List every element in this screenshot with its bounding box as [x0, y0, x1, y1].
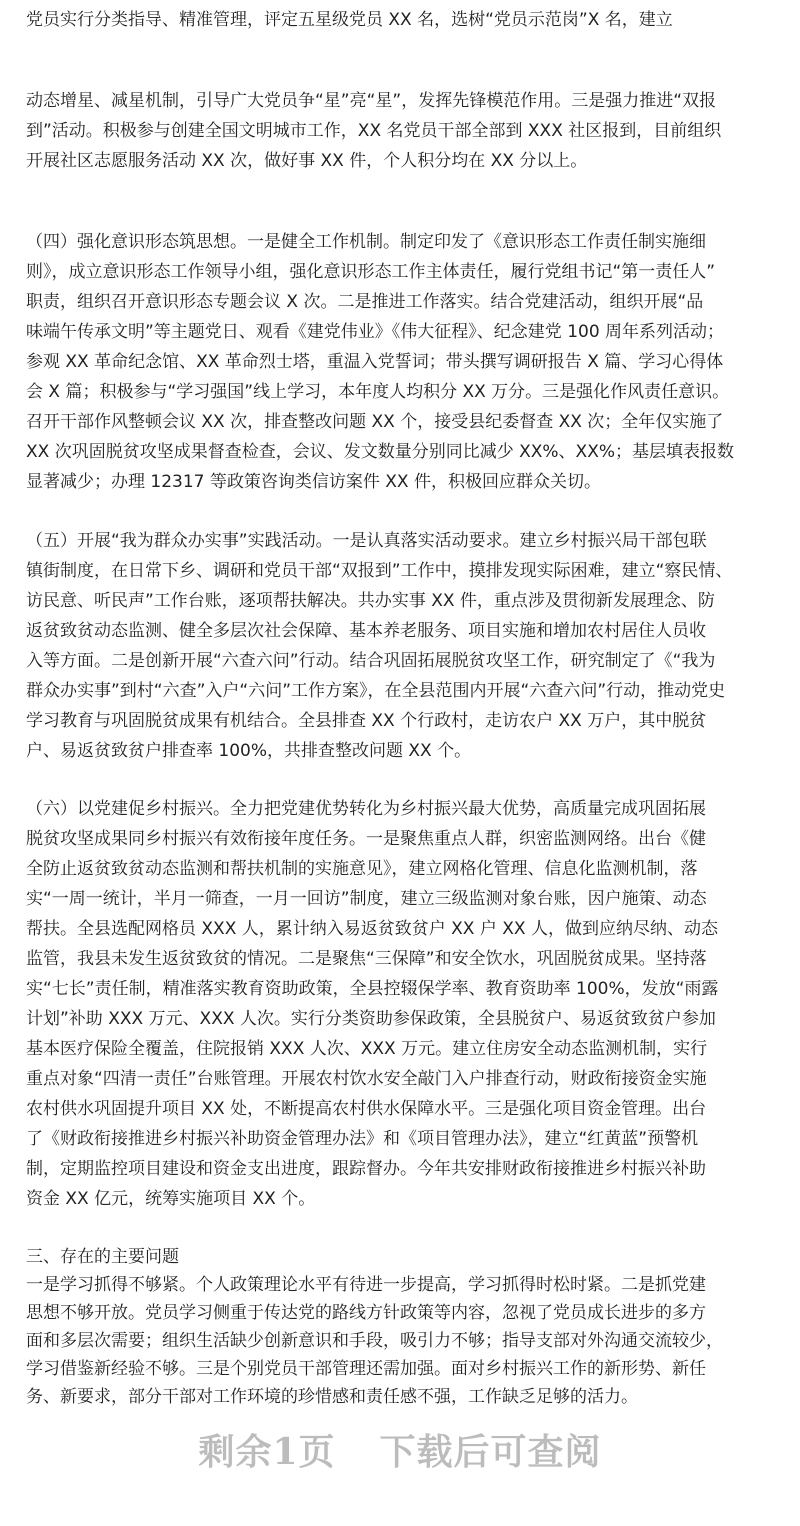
- paragraph-line: 学习教育与巩固脱贫成果有机结合。全县排查 XX 个行政村，走访农户 XX 万户，其中脱贫: [26, 711, 707, 731]
- paragraph-line: 实“一周一统计，半月一筛查，一月一回访”制度，建立三级监测对象台账，因户施策、动态: [26, 889, 707, 909]
- paragraph-line: 显著减少；办理 12317 等政策咨询类信访案件 XX 件，积极回应群众关切。: [26, 472, 601, 492]
- paragraph-line: 计划”补助 XXX 万元、XXX 人次。实行分类资助参保政策，全县脱贫户、易返贫致贫户参加: [26, 1009, 716, 1029]
- paragraph-line: XX 次巩固脱贫攻坚成果督查检查，会议、发文数量分别同比减少 XX%、XX%；基层填表报数: [26, 442, 734, 462]
- download-prompt-banner[interactable]: [0, 1424, 800, 1480]
- paragraph-line: 会 X 篇；积极参与“学习强国”线上学习，本年度人均积分 XX 万分。三是强化作风责任意识。: [26, 382, 730, 402]
- paragraph-line: 返贫致贫动态监测、健全多层次社会保障、基本养老服务、项目实施和增加农村居住人员收: [26, 621, 706, 641]
- paragraph-line: 面和多层次需要；组织生活缺少创新意识和手段，吸引力不够；指导支部对外沟通交流较少，: [26, 1331, 723, 1351]
- paragraph-line: 党员实行分类指导、精准管理，评定五星级党员 XX 名，选树“党员示范岗”X 名，建立: [26, 10, 673, 30]
- paragraph-line: 职责，组织召开意识形态专题会议 X 次。二是推进工作落实。结合党建活动，组织开展“品: [26, 292, 704, 312]
- paragraph-line: 资金 XX 亿元，统筹实施项目 XX 个。: [26, 1189, 316, 1209]
- paragraph-line: 学习借鉴新经验不够。三是个别党员干部管理还需加强。面对乡村振兴工作的新形势、新任: [26, 1359, 706, 1379]
- paragraph-line: 访民意、听民声”工作台账，逐项帮扶解决。共办实事 XX 件，重点涉及贯彻新发展理念、防: [26, 591, 715, 611]
- paragraph-line: 入等方面。二是创新开展“六查六问”行动。结合巩固拓展脱贫攻坚工作，研究制定了《“我为: [26, 651, 716, 671]
- paragraph-line: 思想不够开放。党员学习侧重于传达党的路线方针政策等内容，忽视了党员成长进步的多方: [26, 1303, 706, 1323]
- paragraph-line: 制，定期监控项目建设和资金支出进度，跟踪督办。今年共安排财政衔接推进乡村振兴补助: [26, 1159, 706, 1179]
- remaining-pages-label: 剩余1页: [198, 1431, 336, 1473]
- paragraph-line: 户、易返贫致贫户排查率 100%，共排查整改问题 XX 个。: [26, 741, 472, 761]
- paragraph-line: 味端午传承文明”等主题党日、观看《建党伟业》《伟大征程》、纪念建党 100 周年系列活动；: [26, 322, 725, 342]
- paragraph-line: （五）开展“我为群众办实事”实践活动。一是认真落实活动要求。建立乡村振兴局干部包联: [26, 531, 707, 551]
- download-to-view-label: 下载后可查阅: [379, 1431, 602, 1473]
- paragraph-line: 一是学习抓得不够紧。个人政策理论水平有待进一步提高，学习抓得时松时紧。二是抓党建: [26, 1275, 706, 1295]
- paragraph-line: 了《财政衔接推进乡村振兴补助资金管理办法》和《项目管理办法》，建立“红黄蓝”预警机: [26, 1129, 699, 1149]
- paragraph-line: 全防止返贫致贫动态监测和帮扶机制的实施意见》，建立网格化管理、信息化监测机制，落: [26, 859, 698, 879]
- paragraph-line: 监管，我县未发生返贫致贫的情况。二是聚焦“三保障”和安全饮水，巩固脱贫成果。坚持落: [26, 949, 707, 969]
- paragraph-line: 脱贫攻坚成果同乡村振兴有效衔接年度任务。一是聚焦重点人群，织密监测网络。出台《健: [26, 829, 706, 849]
- paragraph-line: （四）强化意识形态筑思想。一是健全工作机制。制定印发了《意识形态工作责任制实施细: [26, 232, 706, 252]
- section-heading: 三、存在的主要问题: [26, 1247, 179, 1267]
- paragraph-line: 到”活动。积极参与创建全国文明城市工作，XX 名党员干部全部到 XXX 社区报到，目前组织: [26, 121, 722, 141]
- paragraph-line: 开展社区志愿服务活动 XX 次，做好事 XX 件，个人积分均在 XX 分以上。: [26, 151, 588, 171]
- paragraph-line: （六）以党建促乡村振兴。全力把党建优势转化为乡村振兴最大优势，高质量完成巩固拓展: [26, 799, 706, 819]
- paragraph-line: 实“七长”责任制，精准落实教育资助政策，全县控辍保学率、教育资助率 100%，发放“雨露: [26, 979, 719, 999]
- paragraph-line: 基本医疗保险全覆盖，住院报销 XXX 人次、XXX 万元。建立住房安全动态监测机制，实行: [26, 1039, 708, 1059]
- paragraph-line: 重点对象“四清一责任”台账管理。开展农村饮水安全敲门入户排查行动，财政衔接资金实施: [26, 1069, 707, 1089]
- paragraph-line: 帮扶。全县选配网格员 XXX 人，累计纳入易返贫致贫户 XX 户 XX 人，做到应纳尽纳、动态: [26, 919, 718, 939]
- paragraph-line: 群众办实事”到村“六查”入户“六问”工作方案》，在全县范围内开展“六查六问”行动，推动党史: [26, 681, 726, 701]
- paragraph-line: 镇街制度，在日常下乡、调研和党员干部“双报到”工作中，摸排发现实际困难，建立“察民情、: [26, 561, 733, 581]
- paragraph-line: 务、新要求，部分干部对工作环境的珍惜感和责任感不强，工作缺乏足够的活力。: [26, 1387, 638, 1407]
- paragraph-line: 动态增星、减星机制，引导广大党员争“星”亮“星”，发挥先锋模范作用。三是强力推进“双报: [26, 91, 717, 111]
- paragraph-line: 参观 XX 革命纪念馆、XX 革命烈士塔，重温入党誓词；带头撰写调研报告 X 篇、学习心得体: [26, 352, 724, 372]
- paragraph-line: 则》，成立意识形态工作领导小组，强化意识形态工作主体责任，履行党组书记“第一责任人”: [26, 262, 716, 282]
- paragraph-line: 农村供水巩固提升项目 XX 处，不断提高农村供水保障水平。三是强化项目资金管理。出台: [26, 1099, 707, 1119]
- paragraph-line: 召开干部作风整顿会议 XX 次，排查整改问题 XX 个，接受县纪委督查 XX 次；全年仅实施了: [26, 412, 724, 432]
